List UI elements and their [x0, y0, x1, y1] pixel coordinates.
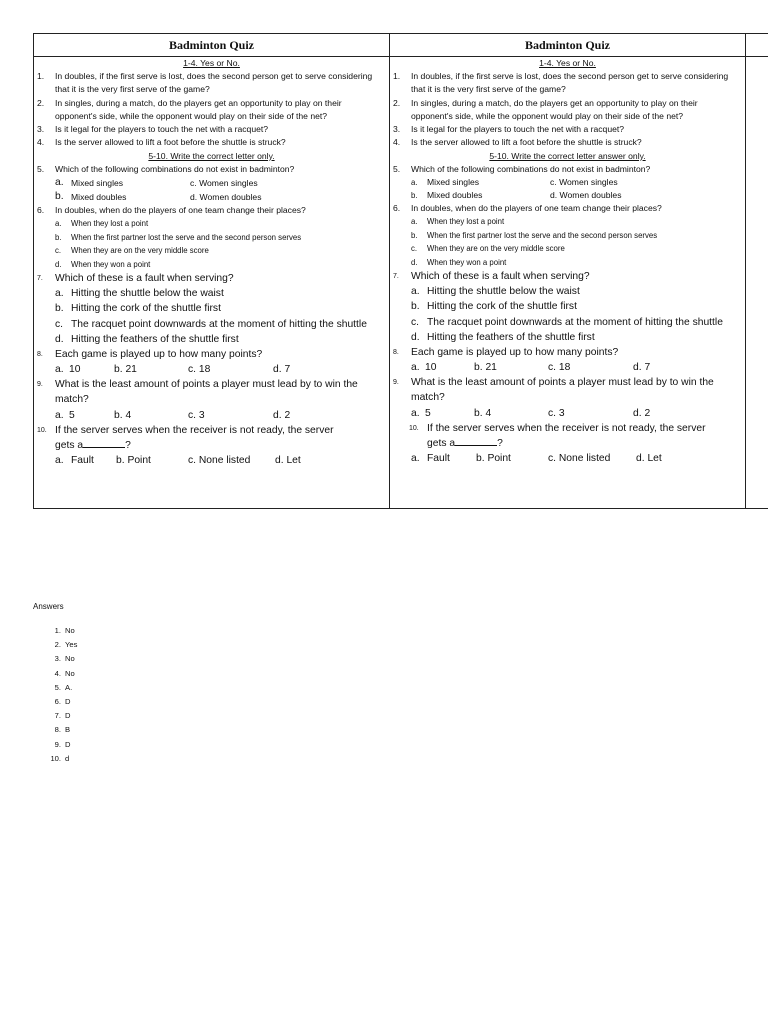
option-letter: a.	[411, 453, 420, 465]
option-text: c. Women singles	[190, 178, 258, 189]
option-text: When they won a point	[427, 257, 507, 267]
answer-blank	[83, 438, 125, 448]
question-number: 2.	[393, 97, 401, 108]
option-text: b. 4	[114, 409, 132, 421]
question-text: Which of these is a fault when serving?	[411, 271, 590, 282]
option-text: Hitting the shuttle below the waist	[71, 288, 224, 300]
question-7	[34, 271, 389, 286]
option-letter: a.	[55, 219, 62, 229]
question-3	[390, 123, 745, 136]
question-number: 5.	[37, 163, 45, 174]
option-text: Mixed doubles	[427, 190, 483, 201]
answer-item	[33, 681, 77, 695]
option-letter: a.	[411, 407, 420, 419]
section-heading-letters: 5-10. Write the correct letter answer only.	[489, 150, 646, 161]
answer-item	[33, 738, 77, 752]
option-letter: a.	[55, 455, 64, 467]
question-text: ?	[497, 437, 503, 449]
option-text: b. Point	[116, 455, 151, 467]
quiz-title: Badminton Quiz	[390, 34, 745, 57]
question-number: 10.	[37, 426, 47, 434]
option-text: Hitting the cork of the shuttle first	[71, 303, 221, 315]
option-text: Fault	[427, 453, 450, 465]
option-b	[390, 299, 745, 314]
option-letter: c.	[411, 244, 418, 254]
question-number: 8.	[393, 349, 399, 357]
question-text: In singles, during a match, do the players get an opportunity to play on their opponent's side, while the opponent would play on their side of the net?	[411, 97, 698, 121]
option-text: c. None listed	[188, 455, 251, 467]
option-text: c. 3	[548, 407, 565, 419]
option-text: Mixed singles	[71, 178, 124, 189]
answer-item	[33, 652, 77, 666]
option-text: d. Women doubles	[190, 192, 262, 203]
question-8-options	[34, 362, 389, 377]
option-text: c. None listed	[548, 453, 611, 465]
option-letter: a.	[411, 217, 418, 227]
question-number: 9.	[393, 379, 399, 387]
option-letter: d.	[411, 331, 420, 343]
option-letter: a.	[55, 177, 64, 189]
question-9-options	[34, 408, 389, 423]
question-number: 10.	[409, 424, 419, 432]
question-text: ?	[125, 439, 131, 451]
question-number: 7.	[37, 275, 43, 282]
question-text: In doubles, if the first serve is lost, does the second person get to serve considering that it is the very first serve of the game?	[411, 71, 729, 95]
question-10-options	[390, 451, 745, 466]
question-8	[34, 347, 389, 362]
option-text: When they lost a point	[427, 217, 505, 227]
quiz-column-3	[746, 34, 768, 508]
option-letter: b.	[55, 232, 62, 242]
option-text: The racquet point downwards at the moment of hitting the shuttle	[71, 318, 367, 330]
question-text: In doubles, when do the players of one team change their places?	[411, 203, 662, 214]
option-text: d. 7	[633, 362, 651, 374]
answer-number: 1.	[54, 626, 61, 635]
answer-blank	[455, 436, 497, 446]
question-9	[390, 375, 745, 405]
question-number: 3.	[393, 124, 401, 135]
question-1	[34, 70, 389, 97]
answer-number: 5.	[54, 682, 61, 692]
question-text: In doubles, when do the players of one team change their places?	[55, 205, 306, 216]
option-letter: b.	[411, 230, 418, 240]
option-a	[390, 284, 745, 299]
option-c	[34, 317, 389, 332]
question-text: If the server serves when the receiver is not ready, the server	[55, 424, 334, 436]
answer-number: 3.	[54, 654, 61, 664]
option-text: When they are on the very middle score	[71, 246, 209, 256]
question-text: gets a	[55, 439, 84, 451]
option-a	[390, 215, 745, 228]
question-number: 5.	[393, 163, 401, 174]
question-number: 7.	[393, 273, 399, 280]
option-text: Hitting the feathers of the shuttle first	[427, 331, 595, 343]
option-letter: d.	[55, 259, 62, 269]
answer-value: Yes	[65, 640, 78, 650]
answer-number: 7.	[54, 711, 61, 721]
question-text: In singles, during a match, do the players get an opportunity to play on their opponent's side, while the opponent would play on their side of the net?	[55, 97, 342, 121]
option-letter: c.	[55, 246, 62, 256]
answer-value: d	[65, 753, 70, 763]
question-6	[390, 202, 745, 215]
answer-number: 8.	[54, 725, 61, 735]
question-3	[34, 123, 389, 136]
question-7	[390, 269, 745, 284]
question-number: 3.	[37, 124, 45, 135]
question-text: Which of these is a fault when serving?	[55, 273, 234, 284]
question-5-options-row-2	[390, 189, 745, 202]
option-text: Fault	[71, 455, 94, 467]
option-d	[34, 258, 389, 271]
option-text: d. 2	[633, 407, 651, 419]
question-number: 1.	[37, 71, 45, 81]
option-a	[34, 286, 389, 301]
answer-number: 2.	[54, 640, 61, 650]
answer-value: D	[65, 739, 71, 749]
section-heading-yes-no: 1-4. Yes or No.	[539, 58, 596, 68]
option-text: d. 2	[273, 409, 291, 421]
option-text: When they are on the very middle score	[427, 244, 565, 254]
answer-item	[33, 695, 77, 709]
option-letter: a.	[55, 409, 64, 421]
option-letter: b.	[411, 191, 418, 201]
question-8-options	[390, 360, 745, 375]
option-text: b. Point	[476, 453, 511, 465]
question-number: 4.	[393, 137, 401, 148]
option-c	[390, 242, 745, 255]
answer-value: No	[65, 654, 75, 664]
question-2	[390, 97, 745, 124]
option-text: Mixed singles	[427, 177, 480, 188]
option-text: c. 18	[548, 362, 571, 374]
answer-value: No	[65, 626, 75, 635]
option-text: When the first partner lost the serve and the second person serves	[427, 230, 658, 240]
option-text: When they lost a point	[71, 219, 149, 229]
option-letter: c.	[411, 316, 420, 328]
answer-value: B	[65, 725, 71, 735]
question-9-options	[390, 406, 745, 421]
option-text: 10	[425, 362, 437, 374]
option-d	[390, 330, 745, 345]
answer-item	[33, 723, 77, 737]
question-text: Each game is played up to how many points?	[411, 347, 619, 359]
answer-value: A.	[65, 682, 73, 692]
question-8	[390, 345, 745, 360]
question-5-options-row-2	[34, 190, 389, 204]
question-text: Is the server allowed to lift a foot before the shuttle is struck?	[411, 137, 642, 148]
answer-value: D	[65, 697, 71, 707]
question-number: 9.	[37, 381, 43, 389]
quiz-title-empty	[746, 34, 768, 57]
question-text: What is the least amount of points a player must lead by to win the match?	[411, 377, 714, 404]
option-letter: a.	[411, 362, 420, 374]
answer-item	[33, 638, 77, 652]
question-text: In doubles, if the first serve is lost, does the second person get to serve considering that it is the very first serve of the game?	[55, 71, 373, 95]
option-text: d. Let	[636, 453, 662, 465]
question-text: Which of the following combinations do not exist in badminton?	[411, 163, 651, 174]
question-number: 8.	[37, 351, 43, 359]
question-10	[34, 423, 389, 453]
question-1	[390, 70, 745, 97]
question-number: 6.	[37, 205, 45, 216]
quiz-table	[33, 33, 768, 509]
option-text: b. 4	[474, 407, 492, 419]
option-text: 5	[69, 409, 75, 421]
option-letter: b.	[55, 303, 64, 315]
option-text: c. Women singles	[550, 177, 618, 188]
option-text: b. 21	[114, 364, 137, 376]
answer-item	[33, 624, 77, 638]
question-number: 6.	[393, 203, 401, 214]
question-5	[390, 163, 745, 176]
answer-value: No	[65, 668, 75, 678]
question-4	[34, 136, 389, 149]
question-10	[390, 421, 745, 451]
question-10-options	[34, 453, 389, 468]
answer-key	[33, 600, 77, 766]
option-b	[34, 231, 389, 244]
option-d	[390, 256, 745, 269]
question-5-options-row-1	[34, 176, 389, 190]
option-letter: d.	[411, 257, 418, 267]
option-letter: a.	[55, 364, 64, 376]
question-4	[390, 136, 745, 149]
option-text: 5	[425, 407, 431, 419]
question-text: Each game is played up to how many points?	[55, 349, 263, 361]
answer-item	[33, 752, 77, 766]
option-text: Hitting the cork of the shuttle first	[427, 301, 577, 313]
answer-number: 6.	[54, 697, 61, 707]
answer-number: 10.	[50, 753, 61, 763]
quiz-column-1	[34, 34, 390, 508]
option-letter: b.	[411, 301, 420, 313]
option-letter: a.	[411, 178, 418, 188]
option-b	[34, 301, 389, 316]
option-letter: a.	[411, 286, 420, 298]
answer-number: 4.	[54, 668, 61, 678]
question-9	[34, 377, 389, 407]
option-c	[34, 244, 389, 257]
question-text: Is it legal for the players to touch the net with a racquet?	[411, 124, 625, 135]
option-d	[34, 332, 389, 347]
quiz-title: Badminton Quiz	[34, 34, 389, 57]
option-a	[34, 217, 389, 230]
question-text: Which of the following combinations do not exist in badminton?	[55, 163, 295, 174]
question-2	[34, 97, 389, 124]
option-b	[390, 229, 745, 242]
question-number: 4.	[37, 137, 45, 148]
section-heading-letters: 5-10. Write the correct letter only.	[148, 150, 275, 161]
option-text: d. Women doubles	[550, 190, 622, 201]
option-c	[390, 315, 745, 330]
question-5-options-row-1	[390, 176, 745, 189]
answer-value: D	[65, 711, 71, 721]
option-text: Hitting the feathers of the shuttle first	[71, 333, 239, 345]
option-letter: b.	[55, 191, 64, 203]
option-text: d. 7	[273, 364, 291, 376]
option-text: d. Let	[275, 455, 301, 467]
option-letter: c.	[55, 318, 64, 330]
question-text: What is the least amount of points a player must lead by to win the match?	[55, 379, 358, 406]
option-text: Hitting the shuttle below the waist	[427, 286, 580, 298]
question-6	[34, 204, 389, 217]
question-text: Is the server allowed to lift a foot before the shuttle is struck?	[55, 137, 286, 148]
answer-key-title: Answers	[33, 602, 64, 611]
option-text: c. 3	[188, 409, 205, 421]
option-text: When the first partner lost the serve and the second person serves	[71, 232, 302, 242]
answer-number: 9.	[54, 739, 61, 749]
option-text: b. 21	[474, 362, 497, 374]
option-letter: a.	[55, 288, 64, 300]
section-heading-yes-no: 1-4. Yes or No.	[183, 58, 240, 68]
question-5	[34, 163, 389, 176]
option-letter: d.	[55, 333, 64, 345]
answer-item	[33, 709, 77, 723]
question-text: Is it legal for the players to touch the net with a racquet?	[55, 124, 269, 135]
option-text: c. 18	[188, 364, 211, 376]
question-text: gets a	[427, 437, 456, 449]
option-text: Mixed doubles	[71, 192, 127, 203]
option-text: 10	[69, 364, 81, 376]
option-text: The racquet point downwards at the moment of hitting the shuttle	[427, 316, 723, 328]
answer-item	[33, 667, 77, 681]
question-number: 1.	[393, 71, 401, 81]
quiz-column-2	[390, 34, 746, 508]
question-number: 2.	[37, 97, 45, 108]
question-text: If the server serves when the receiver is not ready, the server	[427, 422, 706, 434]
option-text: When they won a point	[71, 259, 151, 269]
